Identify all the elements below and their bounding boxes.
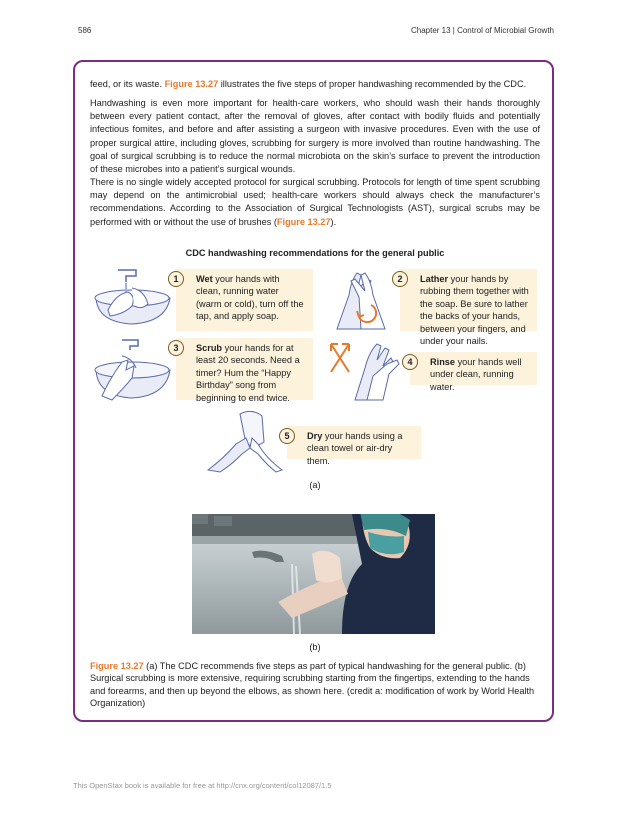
step-1-number: 1 (168, 271, 184, 287)
step-5-box (284, 426, 421, 466)
step-2-box (397, 269, 537, 347)
dry-hands-illustration (206, 408, 284, 474)
p3-text-start: There is no single widely accepted protocol for surgical scrubbing. Protocols for length of time spent scrubbing may depend on the antimicrobial used; health-care workers should always check the manufacturer’s recommendations. According to the Association of Surgical Technologists (AST), surgical scrubs may be performed with or without the use of brushes ( (90, 177, 540, 227)
rinse-hands-illustration (327, 338, 405, 402)
chapter-header: Chapter 13 | Control of Microbial Growth (410, 26, 554, 35)
figure-title: CDC handwashing recommendations for the general public (185, 248, 445, 258)
step-2-number: 2 (392, 271, 408, 287)
footer-text: This OpenStax book is available for free at http://cnx.org/content/col12087/1.5 (73, 781, 332, 790)
step-3-text: your hands for at least 20 seconds. Need a timer? Hum the “Happy Birthday” song from beginning to end twice. (196, 343, 300, 403)
step-5-text: your hands using a clean towel or air-dry them. (307, 431, 403, 466)
paragraph-2: Handwashing is even more important for health-care workers, who should wash their hands thoroughly between every patient contact, after the removal of gloves, after contact with bodily fluids and potentially infectious fomites, and before and after assisting a surgeon with invasive procedures. Even with the use of proper surgical attire, including gloves, scrubbing for surgery is more involved than routine handwashing. The goal of surgical scrubbing is to reduce the normal microbiota on the skin’s surface to prevent the introduction of these microbes into a patient’s surgical wounds. (90, 98, 540, 175)
step-4-box (407, 352, 537, 392)
step-1-box (173, 269, 313, 331)
step-1-verb: Wet (196, 274, 213, 284)
caption-label: Figure 13.27 (90, 661, 144, 671)
caption-text: (a) The CDC recommends five steps as part of typical handwashing for the general public. (b) Surgical scrubbing is more extensive, requiring scrubbing starting from the fingertips, extending to the hands and forearms, and then up beyond the elbows, as shown here. (credit a: modification of work by World Health Organization) (90, 661, 535, 709)
step-5-verb: Dry (307, 431, 323, 441)
step-1-text: your hands with clean, running water (warm or cold), turn off the tap, and apply soap. (196, 274, 304, 322)
step-4-verb: Rinse (430, 357, 456, 367)
figure-link[interactable]: Figure 13.27 (276, 216, 331, 227)
lather-hands-illustration (327, 265, 395, 333)
step-3-number: 3 (168, 340, 184, 356)
p1-text-start: feed, or its waste. (90, 79, 165, 89)
paragraph-3 (90, 176, 540, 229)
figure-link[interactable]: Figure 13.27 (164, 79, 219, 89)
step-5-number: 5 (279, 428, 295, 444)
wet-hands-illustration (92, 266, 174, 328)
p1-text-end: illustrates the five steps of proper handwashing recommended by the CDC. (218, 79, 527, 89)
page-number: 586 (78, 26, 92, 35)
paragraph-1 (90, 78, 540, 91)
p3-text-end: ). (330, 216, 337, 227)
step-3-verb: Scrub (196, 343, 223, 353)
figure-label-a: (a) (309, 480, 321, 490)
surgical-scrub-photo (192, 514, 435, 634)
step-4-text: your hands well under clean, running water. (430, 357, 522, 392)
scrub-hands-illustration (92, 338, 174, 402)
step-2-text: your hands by rubbing them together with the soap. Be sure to lather the backs of your hands, between your fingers, and under your nails. (420, 274, 529, 347)
step-4-number: 4 (402, 354, 418, 370)
step-3-box (173, 338, 313, 403)
figure-caption (90, 660, 540, 710)
step-2-verb: Lather (420, 274, 449, 284)
figure-label-b: (b) (309, 642, 321, 652)
